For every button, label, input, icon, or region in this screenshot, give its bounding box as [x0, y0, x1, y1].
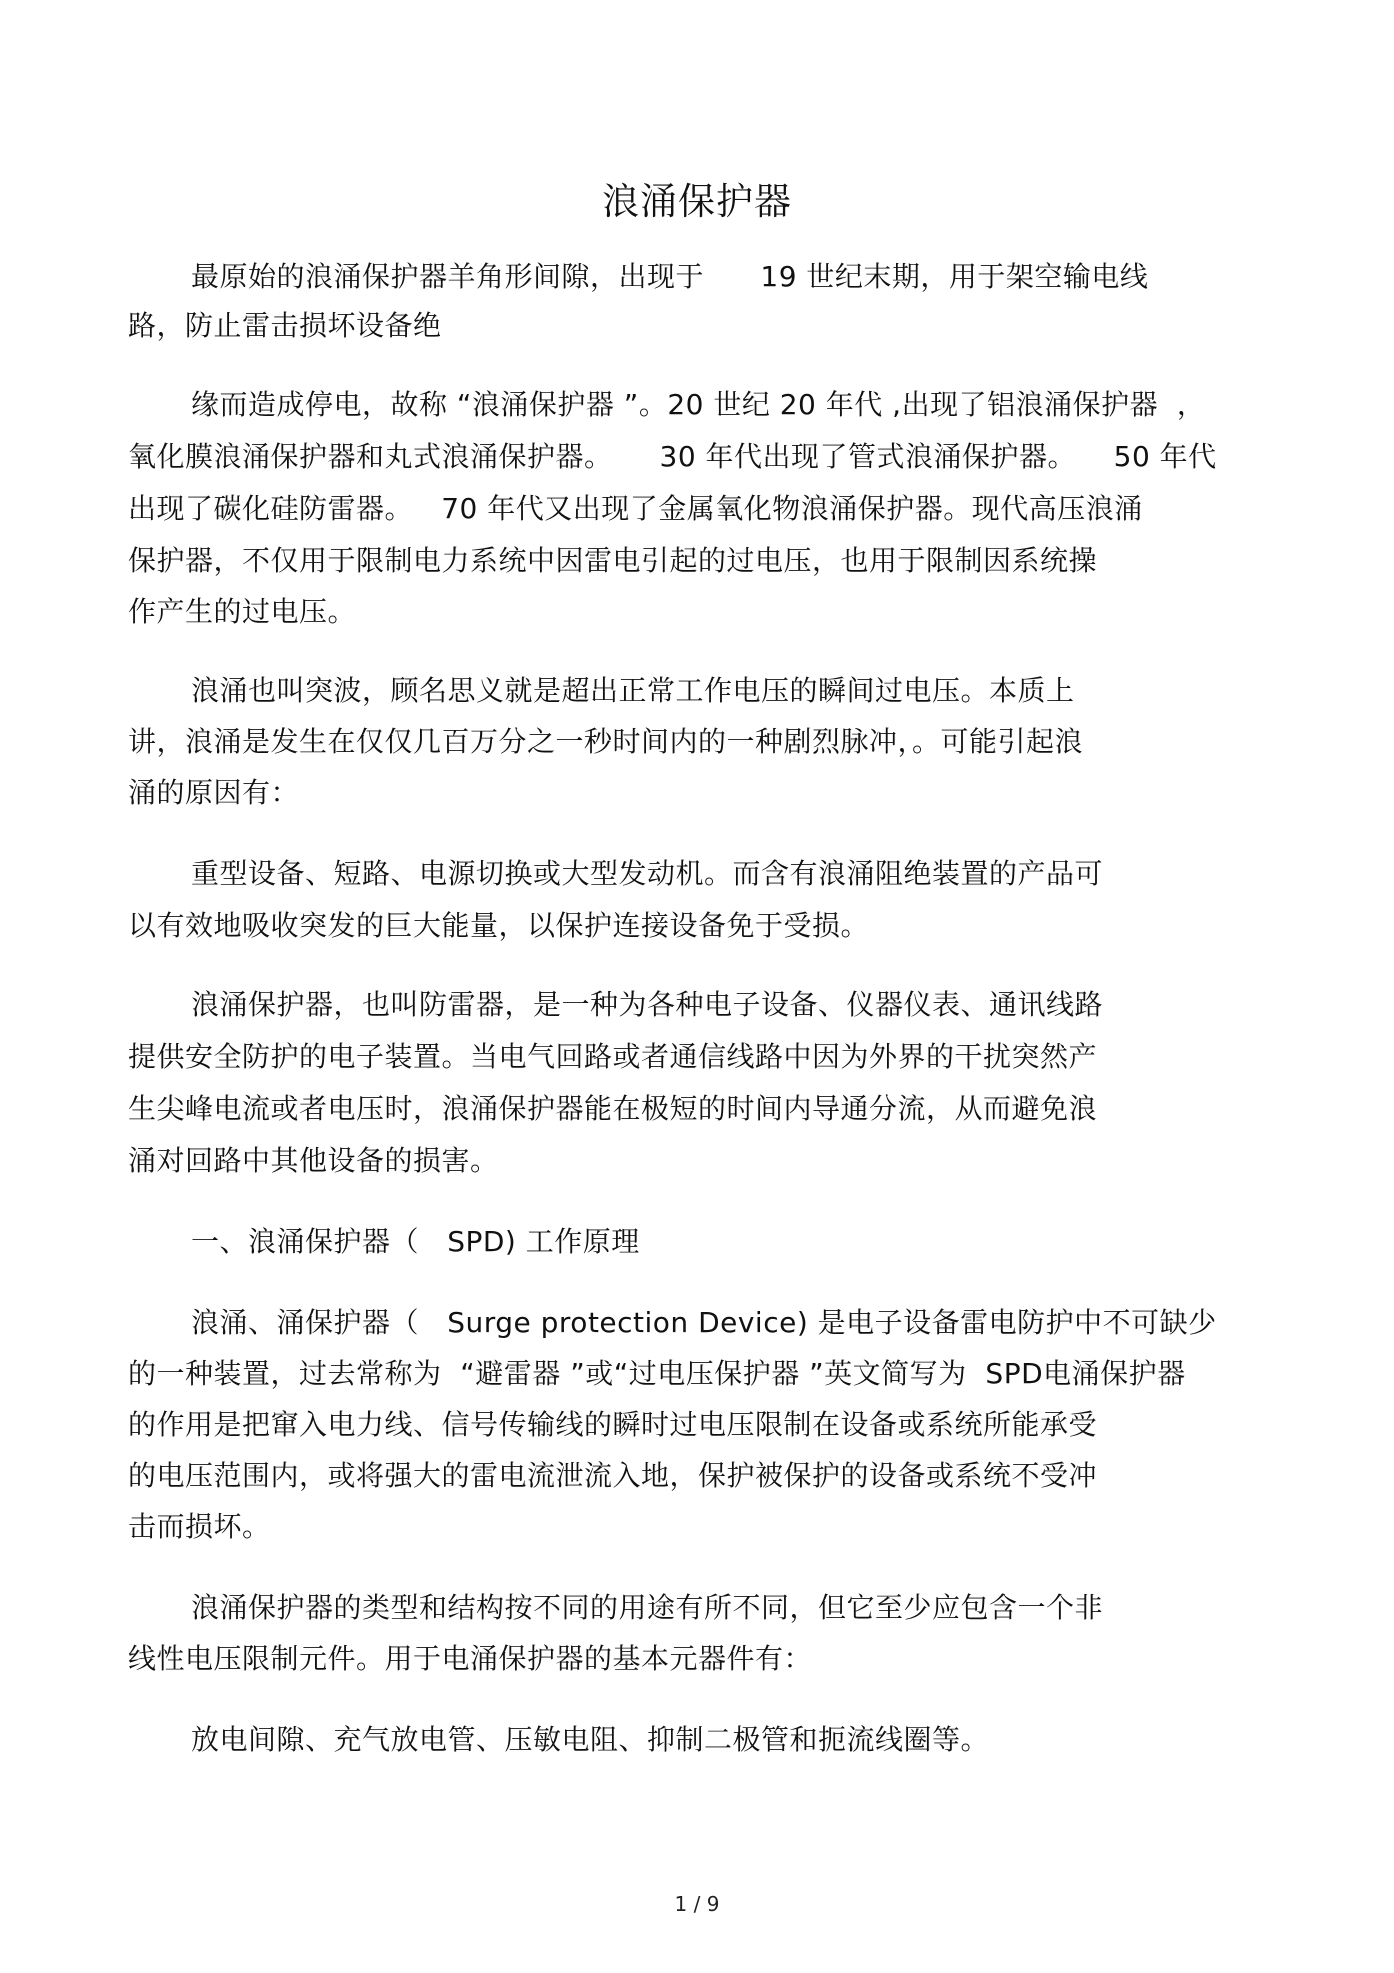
paragraph-line: 路，防止雷击损坏设备绝	[128, 309, 442, 342]
paragraph-line: 击而损坏。	[128, 1510, 271, 1543]
paragraph-line: 讲，浪涌是发生在仅仅几百万分之一秒时间内的一种剧烈脉冲，。可能引起浪	[128, 725, 1084, 758]
paragraph-line: 涌对回路中其他设备的损害。	[128, 1144, 499, 1177]
paragraph-line: 出现了碳化硅防雷器。 70 年代又出现了金属氧化物浪涌保护器。现代高压浪涌	[128, 492, 1143, 525]
paragraph-line: 浪涌、涌保护器（ Surge protection Device) 是电子设备雷电防护中不可缺少	[191, 1306, 1217, 1339]
paragraph-line: 浪涌也叫突波，顾名思义就是超出正常工作电压的瞬间过电压。本质上	[191, 674, 1075, 707]
paragraph-line: 的作用是把窜入电力线、信号传输线的瞬时过电压限制在设备或系统所能承受	[128, 1408, 1098, 1441]
paragraph-line: 最原始的浪涌保护器羊角形间隙，出现于 19 世纪末期，用于架空输电线	[191, 260, 1149, 293]
paragraph-line: 浪涌保护器，也叫防雷器，是一种为各种电子设备、仪器仪表、通讯线路	[191, 988, 1104, 1021]
page-number: 1 / 9	[674, 1892, 720, 1916]
paragraph-line: 重型设备、短路、电源切换或大型发动机。而含有浪涌阻绝装置的产品可	[191, 857, 1104, 890]
paragraph-line: 保护器，不仅用于限制电力系统中因雷电引起的过电压，也用于限制因系统操	[128, 544, 1098, 577]
paragraph-line: 的电压范围内，或将强大的雷电流泄流入地，保护被保护的设备或系统不受冲	[128, 1459, 1098, 1492]
paragraph-line: 涌的原因有：	[128, 776, 300, 809]
paragraph-line: 缘而造成停电，故称 “浪涌保护器 ”。20 世纪 20 年代 ,出现了铝浪涌保护器 ，	[191, 388, 1206, 421]
paragraph-line: 的一种装置，过去常称为 “避雷器 ”或“过电压保护器 ”英文简写为 SPD电涌保护器	[128, 1357, 1186, 1390]
paragraph-line: 以有效地吸收突发的巨大能量，以保护连接设备免于受损。	[128, 909, 870, 942]
paragraph-line: 线性电压限制元件。用于电涌保护器的基本元器件有：	[128, 1642, 813, 1675]
paragraph-line: 氧化膜浪涌保护器和丸式浪涌保护器。 30 年代出现了管式浪涌保护器。 50 年代	[128, 440, 1217, 473]
document-title: 浪涌保护器	[602, 180, 792, 223]
paragraph-line: 生尖峰电流或者电压时，浪涌保护器能在极短的时间内导通分流，从而避免浪	[128, 1092, 1098, 1125]
section-heading: 一、浪涌保护器（ SPD) 工作原理	[191, 1225, 640, 1258]
paragraph-line: 提供安全防护的电子装置。当电气回路或者通信线路中因为外界的干扰突然产	[128, 1040, 1098, 1073]
paragraph-line: 浪涌保护器的类型和结构按不同的用途有所不同，但它至少应包含一个非	[191, 1591, 1104, 1624]
paragraph-line: 作产生的过电压。	[128, 595, 357, 628]
paragraph-line: 放电间隙、充气放电管、压敏电阻、抑制二极管和扼流线圈等。	[191, 1723, 990, 1756]
